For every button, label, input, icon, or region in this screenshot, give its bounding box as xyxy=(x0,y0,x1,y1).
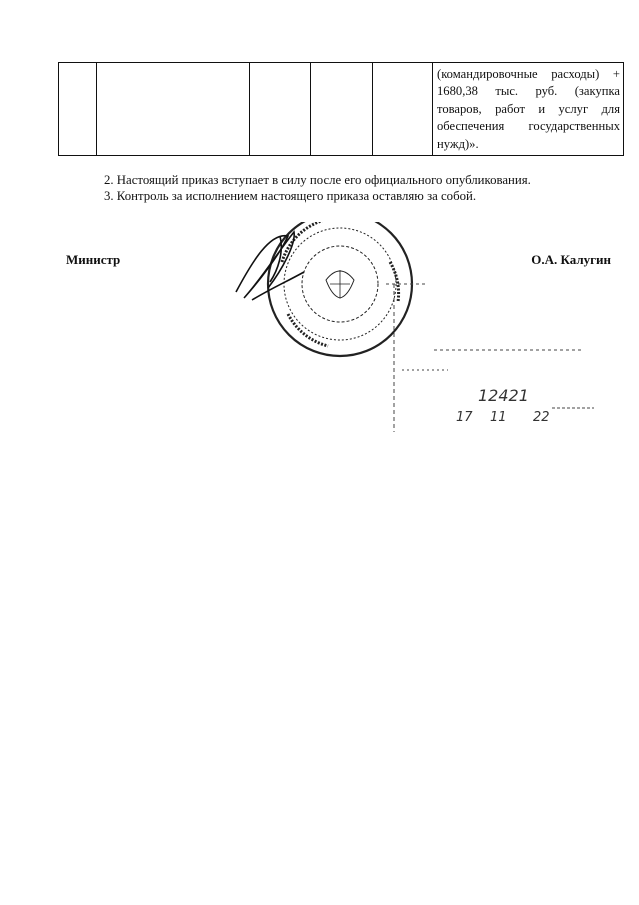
cell-line: товаров, работ и услуг для xyxy=(437,101,620,116)
signatory-name: О.А. Калугин xyxy=(531,252,611,267)
table-cell-2 xyxy=(97,63,250,156)
registration-number: 12421 xyxy=(478,386,529,405)
cell-line: обеспечения государственных xyxy=(437,119,620,134)
registration-day: 17 xyxy=(456,410,473,425)
seal-and-signature xyxy=(222,222,602,432)
cell-line: нужд)». xyxy=(437,136,479,151)
table-cell-3 xyxy=(250,63,311,156)
official-seal xyxy=(268,222,412,356)
table-cell-5 xyxy=(373,63,433,156)
table-cell-text xyxy=(433,63,624,156)
table-cell-1 xyxy=(59,63,97,156)
registration-month: 11 xyxy=(490,410,507,425)
cell-line: 1680,38 тыс. руб. (закупка xyxy=(437,84,620,99)
amendment-table-fragment xyxy=(58,62,624,156)
signature-stroke xyxy=(236,232,304,300)
table-cell-4 xyxy=(311,63,373,156)
paragraph-2: 2. Настоящий приказ вступает в силу после его официального опубликования. xyxy=(104,173,531,187)
paragraph-3: 3. Контроль за исполнением настоящего приказа оставляю за собой. xyxy=(104,189,477,203)
signatory-role: Министр xyxy=(66,252,121,267)
registration-year: 22 xyxy=(533,410,550,425)
cell-line: (командировочные расходы) + xyxy=(437,67,620,81)
table-row xyxy=(59,63,624,156)
